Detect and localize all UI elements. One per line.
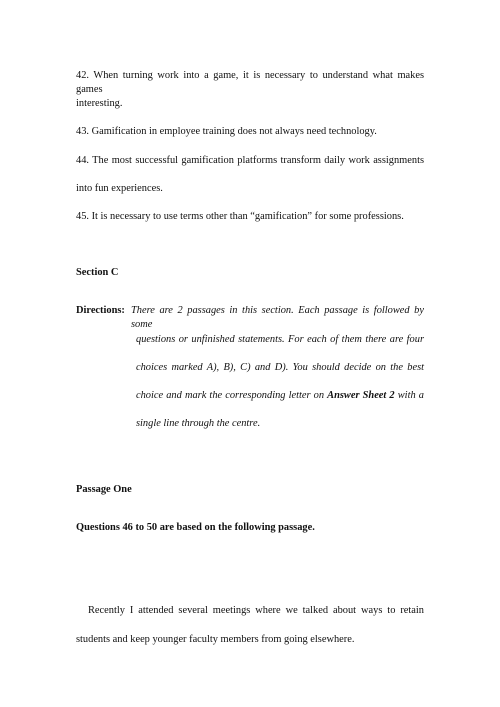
- directions-line-1: There are 2 passages in this section. Each passage is followed by some: [131, 305, 424, 330]
- passage-paragraph-line-2: students and keep younger faculty members from going elsewhere.: [76, 634, 355, 645]
- directions-line-2: questions or unfinished statements. For each of them there are four: [136, 334, 424, 345]
- item-43-line-1: 43. Gamification in employee training does not always need technology.: [76, 126, 377, 137]
- answer-sheet-ref: Answer Sheet 2: [327, 390, 395, 401]
- item-42-line-1: 42. When turning work into a game, it is necessary to understand what makes games: [76, 70, 424, 95]
- passage-title: Passage One: [76, 484, 132, 495]
- section-title: Section C: [76, 267, 119, 278]
- directions-label: Directions:: [76, 305, 125, 316]
- passage-paragraph-line-1: Recently I attended several meetings where we talked about ways to retain: [88, 605, 424, 616]
- directions-line-3: choices marked A), B), C) and D). You should decide on the best: [136, 362, 424, 373]
- item-42-line-2: interesting.: [76, 98, 123, 109]
- directions-line-4-post: with a: [397, 390, 424, 401]
- item-44-line-2: into fun experiences.: [76, 183, 163, 194]
- item-44-line-1: 44. The most successful gamification platforms transform daily work assignments: [76, 155, 424, 166]
- directions-line-4: [136, 389, 424, 403]
- directions-line-5: single line through the centre.: [136, 418, 261, 429]
- questions-intro: Questions 46 to 50 are based on the following passage.: [76, 522, 315, 533]
- directions-line-4-pre: choice and mark the corresponding letter on: [136, 390, 325, 401]
- item-45-line-1: 45. It is necessary to use terms other than “gamification” for some professions.: [76, 211, 404, 222]
